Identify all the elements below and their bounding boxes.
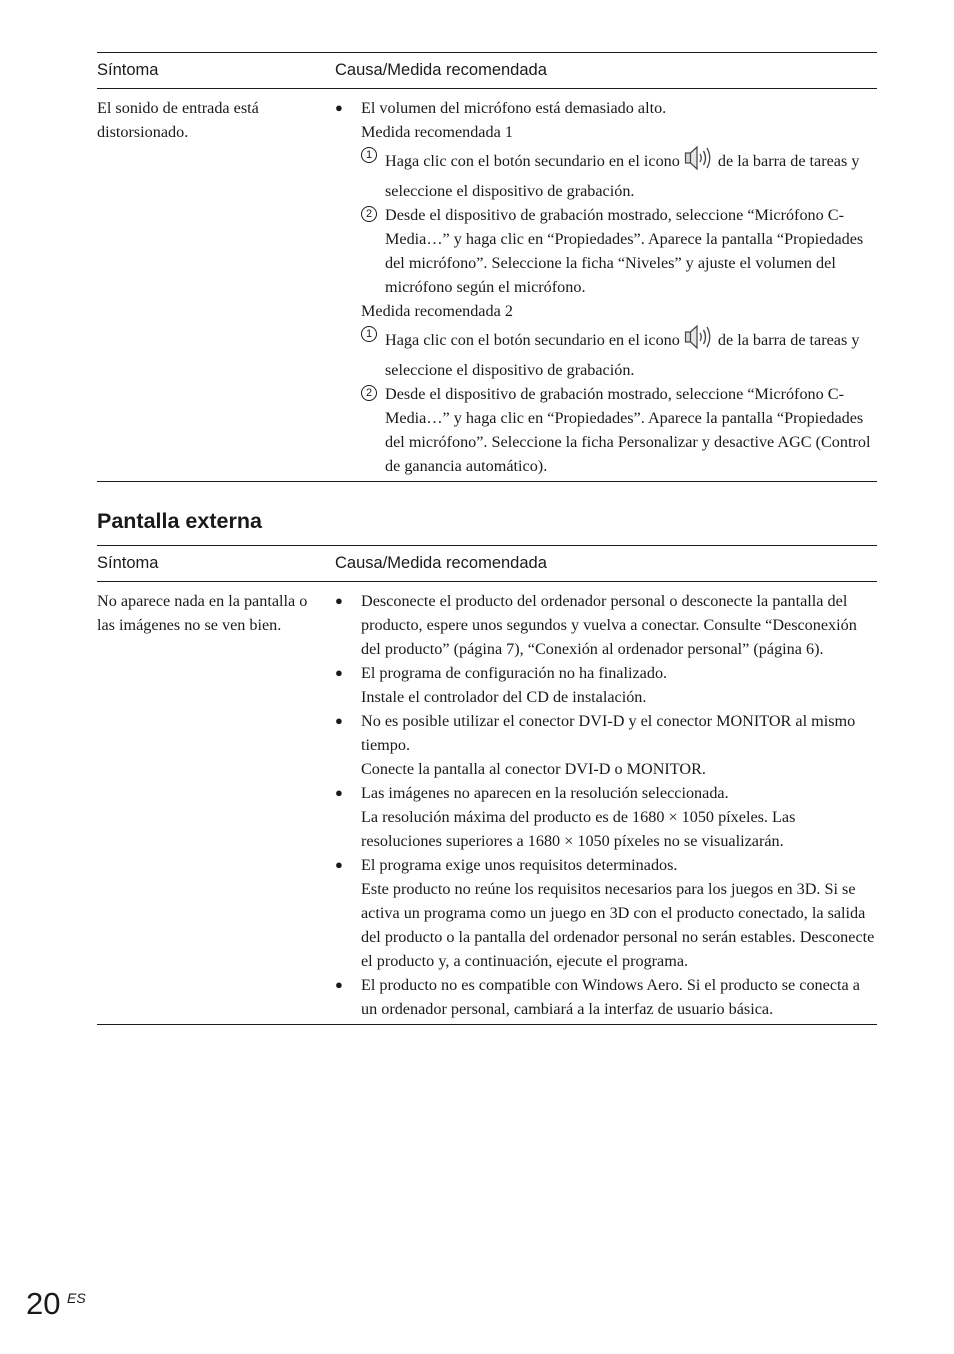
cause-cell bbox=[335, 589, 877, 1021]
table-row bbox=[97, 582, 877, 1024]
cause-cell bbox=[335, 96, 877, 478]
bullet-dot: ● bbox=[335, 100, 343, 115]
bullet-note: Conecte la pantalla al conector DVI-D o MONITOR. bbox=[361, 760, 706, 778]
header-cause: Causa/Medida recomendada bbox=[335, 61, 547, 79]
bullet-item bbox=[335, 96, 877, 120]
measure-1-label: Medida recomendada 1 bbox=[361, 123, 513, 141]
table-bottom-rule bbox=[97, 1024, 877, 1025]
step-number-2: 2 bbox=[361, 206, 377, 222]
measure-1-step-1 bbox=[335, 144, 877, 203]
bullet-item bbox=[335, 709, 877, 781]
symptom-cell: El sonido de entrada está distorsionado. bbox=[97, 99, 259, 141]
bullet-text: No es posible utilizar el conector DVI-D y el conector MONITOR al mismo tiempo. bbox=[361, 712, 856, 754]
bullet-dot: ● bbox=[335, 665, 343, 680]
symptom-cell: No aparece nada en la pantalla o las imágenes no se ven bien. bbox=[97, 592, 308, 634]
measure-2-step-2 bbox=[335, 382, 877, 478]
table-bottom-rule bbox=[97, 481, 877, 482]
bullet-dot: ● bbox=[335, 785, 343, 800]
bullet-text: Desconecte el producto del ordenador personal o desconecte la pantalla del producto, espere unos segundos y vuelva a conectar. Consulte “Desconexión del producto” (página 7), “Conexión al ordenador personal” (página 6). bbox=[361, 592, 857, 658]
step-number-2: 2 bbox=[361, 385, 377, 401]
bullet-dot: ● bbox=[335, 977, 343, 992]
step-text: Desde el dispositivo de grabación mostrado, seleccione “Micrófono C-Media…” y haga clic en “Propiedades”. Aparece la pantalla “Propiedades del micrófono”. Seleccione la ficha “Niveles” y ajuste el volumen del micrófono según el micrófono. bbox=[385, 206, 864, 296]
section-title: Pantalla externa bbox=[97, 509, 262, 533]
bullet-item bbox=[335, 589, 877, 661]
troubleshoot-table-display bbox=[97, 545, 877, 1025]
bullet-text: Las imágenes no aparecen en la resolución seleccionada. bbox=[361, 784, 729, 802]
bullet-dot: ● bbox=[335, 593, 343, 608]
header-cause: Causa/Medida recomendada bbox=[335, 554, 547, 572]
table-row bbox=[97, 89, 877, 481]
step-text-cont: de la barra de tareas y seleccione el dispositivo de grabación. bbox=[385, 152, 860, 200]
bullet-item bbox=[335, 781, 877, 853]
measure-2-label: Medida recomendada 2 bbox=[361, 302, 513, 320]
bullet-note: Este producto no reúne los requisitos necesarios para los juegos en 3D. Si se activa un programa como un juego en 3D con el producto conectado, la salida del producto o la pantalla del ordenador personal no serán estables. Desconecte el producto y, a continuación, ejecute el programa. bbox=[361, 880, 875, 970]
bullet-text: El programa de configuración no ha finalizado. bbox=[361, 664, 668, 682]
header-symptom: Síntoma bbox=[97, 554, 159, 572]
troubleshoot-table-audio bbox=[97, 52, 877, 482]
page-number: 20 bbox=[26, 1286, 61, 1321]
speaker-volume-icon bbox=[684, 323, 714, 358]
step-text-cont: de la barra de tareas y seleccione el dispositivo de grabación. bbox=[385, 331, 860, 379]
bullet-dot: ● bbox=[335, 713, 343, 728]
step-number-1: 1 bbox=[361, 147, 377, 163]
bullet-item bbox=[335, 973, 877, 1021]
step-text: Desde el dispositivo de grabación mostrado, seleccione “Micrófono C-Media…” y haga clic en “Propiedades”. Aparece la pantalla “Propiedades del micrófono”. Seleccione la ficha Personalizar y desactive AGC (Control de ganancia automático). bbox=[385, 385, 871, 475]
bullet-note: La resolución máxima del producto es de 1680 × 1050 píxeles. Las resoluciones superiores a 1680 × 1050 píxeles no se visualizarán. bbox=[361, 808, 796, 850]
bullet-text: El volumen del micrófono está demasiado alto. bbox=[361, 99, 667, 117]
measure-1-step-2 bbox=[335, 203, 877, 299]
speaker-volume-icon bbox=[684, 144, 714, 179]
bullet-text: El programa exige unos requisitos determinados. bbox=[361, 856, 678, 874]
table-header bbox=[97, 546, 877, 581]
measure-2-step-1 bbox=[335, 323, 877, 382]
bullet-dot: ● bbox=[335, 857, 343, 872]
step-number-1: 1 bbox=[361, 326, 377, 342]
header-symptom: Síntoma bbox=[97, 61, 159, 79]
bullet-text: El producto no es compatible con Windows Aero. Si el producto se conecta a un ordenador personal, cambiará a la interfaz de usuario básica. bbox=[361, 976, 860, 1018]
bullet-item bbox=[335, 853, 877, 973]
page-language: ES bbox=[67, 1290, 86, 1306]
bullet-note: Instale el controlador del CD de instalación. bbox=[361, 688, 647, 706]
step-text: Haga clic con el botón secundario en el icono bbox=[385, 152, 680, 170]
step-text: Haga clic con el botón secundario en el icono bbox=[385, 331, 680, 349]
table-header bbox=[97, 53, 877, 88]
bullet-item bbox=[335, 661, 877, 709]
